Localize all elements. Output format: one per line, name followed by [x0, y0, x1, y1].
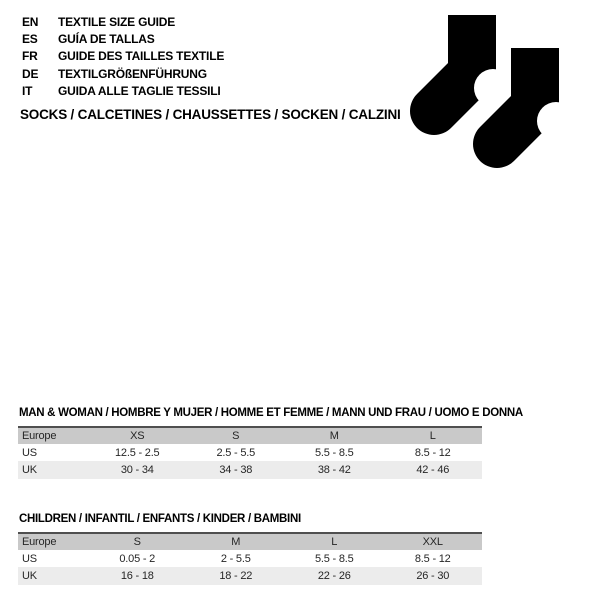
language-row: [22, 30, 224, 47]
table-header-row: [18, 532, 482, 550]
region-cell: US: [22, 552, 37, 565]
category-heading: SOCKS / CALCETINES / CHAUSSETTES / SOCKEN / CALZINI: [20, 107, 401, 122]
language-label: GUÍA DE TALLAS: [58, 32, 155, 47]
language-code: EN: [22, 14, 39, 29]
size-cell: 26 - 30: [416, 570, 450, 582]
language-label: GUIDE DES TAILLES TEXTILE: [58, 49, 225, 64]
language-label: TEXTILGRÖßENFÜHRUNG: [58, 66, 207, 81]
region-cell: UK: [22, 464, 37, 476]
size-table-adults: [18, 406, 523, 479]
region-cell: UK: [22, 570, 37, 582]
header-cell-size: XS: [130, 430, 145, 442]
table-row-uk: [18, 461, 482, 479]
size-grid: [18, 532, 482, 585]
header-cell-size: S: [232, 430, 240, 442]
size-cell: 2 - 5.5: [220, 552, 251, 565]
header-cell-size: L: [331, 536, 338, 548]
socks-icon: [400, 5, 595, 190]
language-label: TEXTILE SIZE GUIDE: [58, 14, 176, 29]
size-cell: 42 - 46: [416, 464, 450, 476]
language-row: [22, 13, 224, 30]
size-cell: 8.5 - 12: [414, 552, 451, 565]
header-cell-size: M: [329, 430, 339, 442]
size-cell: 5.5 - 8.5: [314, 552, 354, 565]
language-list: [22, 13, 224, 100]
language-row: [22, 48, 224, 65]
size-cell: 8.5 - 12: [414, 446, 451, 459]
language-code: IT: [22, 84, 33, 99]
language-code: ES: [22, 32, 38, 47]
table-row-us: [18, 550, 482, 567]
header-cell-region: Europe: [22, 430, 57, 442]
size-cell: 22 - 26: [317, 570, 351, 582]
size-cell: 0.05 - 2: [119, 552, 156, 565]
size-table-children: [18, 512, 482, 585]
table-row-us: [18, 444, 482, 461]
language-code: FR: [22, 49, 38, 64]
size-cell: 34 - 38: [219, 464, 253, 476]
table-title: MAN & WOMAN / HOMBRE Y MUJER / HOMME ET FEMME / MANN UND FRAU / UOMO E DONNA: [19, 407, 523, 419]
language-row: [22, 65, 224, 82]
size-cell: 16 - 18: [120, 570, 154, 582]
size-cell: 12.5 - 2.5: [115, 446, 160, 459]
table-row-uk: [18, 567, 482, 585]
header-cell-size: L: [429, 430, 436, 442]
header-cell-size: S: [133, 536, 141, 548]
sock-left-icon: [434, 15, 512, 111]
size-cell: 38 - 42: [317, 464, 351, 476]
language-label: GUIDA ALLE TAGLIE TESSILI: [58, 84, 221, 99]
size-cell: 18 - 22: [219, 570, 253, 582]
table-header-row: [18, 426, 482, 444]
language-row: [22, 83, 224, 100]
size-cell: 5.5 - 8.5: [314, 446, 354, 459]
size-cell: 2.5 - 5.5: [216, 446, 256, 459]
header-cell-size: XXL: [422, 536, 443, 548]
header-cell-size: M: [231, 536, 241, 548]
region-cell: US: [22, 446, 37, 459]
header-cell-region: Europe: [22, 536, 57, 548]
language-code: DE: [22, 66, 39, 81]
size-cell: 30 - 34: [120, 464, 154, 476]
table-title: CHILDREN / INFANTIL / ENFANTS / KINDER / BAMBINI: [19, 513, 301, 525]
size-grid: [18, 426, 482, 479]
